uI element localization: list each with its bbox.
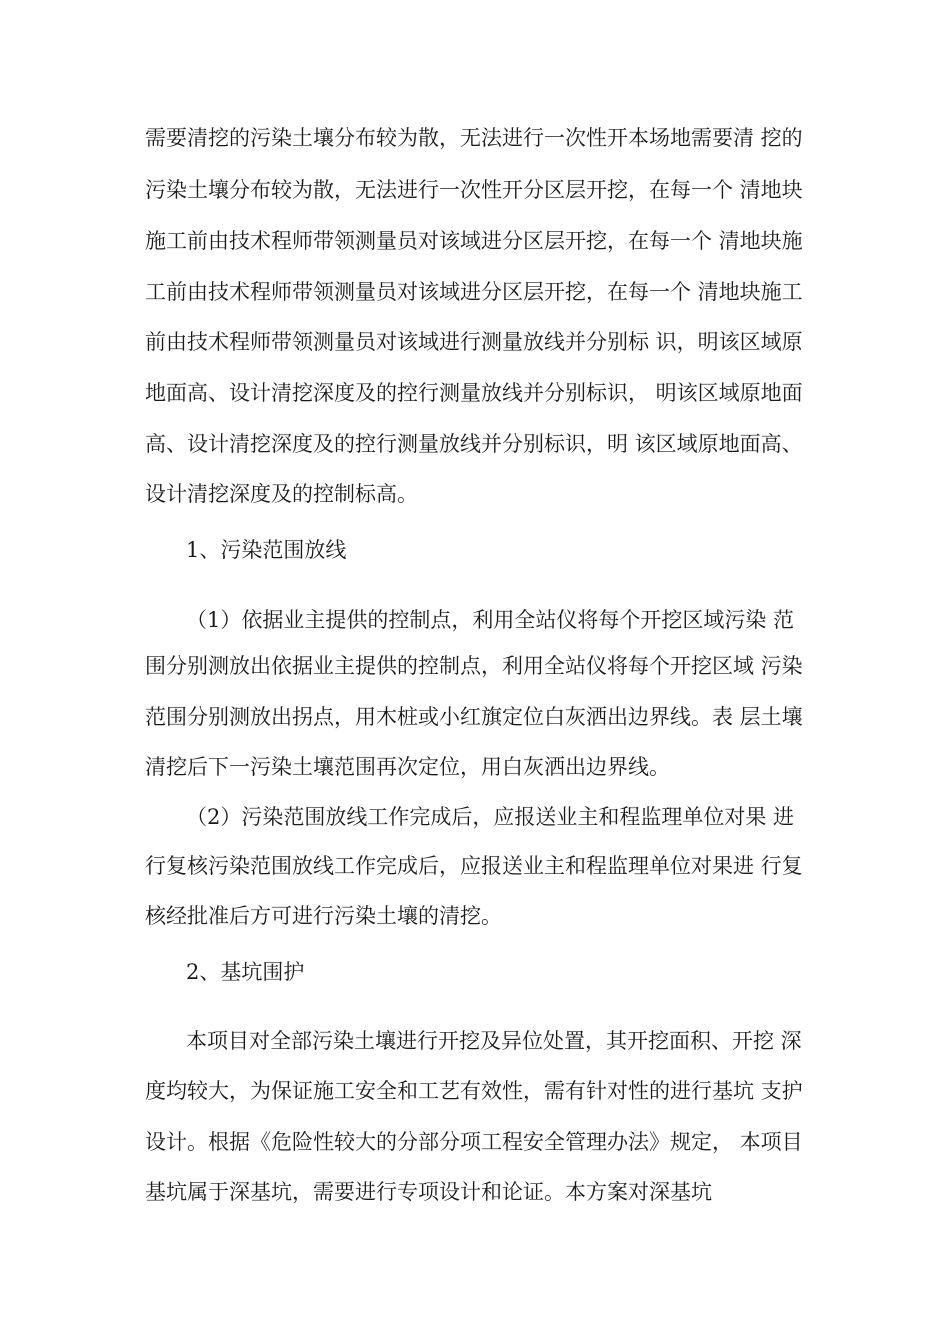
paragraph-1-line-7: 高、设计清挖深度及的控行测量放线并分别标识，明 该区域原地面高、 [145, 432, 803, 456]
paragraph-1-line-2: 污染土壤分布较为散，无法进行一次性开分区层开挖，在每一个 清地块 [145, 178, 803, 202]
paragraph-4-line-1: 本项目对全部污染土壤进行开挖及异位处置，其开挖面积、开挖 深 [186, 1029, 802, 1053]
section-heading-2: 2、基坑围护 [186, 960, 305, 984]
paragraph-1-line-8: 设计清挖深度及的控制标高。 [145, 482, 418, 506]
paragraph-4-line-4: 基坑属于深基坑，需要进行专项设计和论证。本方案对深基坑 [145, 1180, 712, 1204]
paragraph-3-line-1: （2）污染范围放线工作完成后，应报送业主和程监理单位对果 进 [186, 805, 795, 829]
paragraph-4-line-3: 设计。根据《危险性较大的分部分项工程安全管理办法》规定， 本项目 [145, 1130, 803, 1154]
paragraph-1-line-5: 前由技术程师带领测量员对该域进行测量放线并分别标 识，明该区域原 [145, 330, 803, 354]
paragraph-2-line-2: 围分别测放出依据业主提供的控制点，利用全站仪将每个开挖区域 污染 [145, 654, 803, 678]
paragraph-3-line-2: 行复核污染范围放线工作完成后，应报送业主和程监理单位对果进 行复 [145, 854, 803, 878]
paragraph-4-line-2: 度均较大，为保证施工安全和工艺有效性，需有针对性的进行基坑 支护 [145, 1079, 803, 1103]
paragraph-1-line-1: 需要清挖的污染土壤分布较为散，无法进行一次性开本场地需要清 挖的 [145, 126, 803, 150]
paragraph-2-line-4: 清挖后下一污染土壤范围再次定位，用白灰洒出边界线。 [145, 755, 670, 779]
section-heading-1: 1、污染范围放线 [186, 538, 347, 562]
paragraph-1-line-4: 工前由技术程师带领测量员对该域进分区层开挖，在每一个 清地块施工 [145, 280, 803, 304]
paragraph-2-line-1: （1）依据业主提供的控制点，利用全站仪将每个开挖区域污染 范 [186, 608, 795, 632]
paragraph-2-line-3: 范围分别测放出拐点，用木桩或小红旗定位白灰洒出边界线。表 层土壤 [145, 705, 803, 729]
paragraph-1-line-3: 施工前由技术程师带领测量员对该域进分区层开挖，在每一个 清地块施 [145, 229, 803, 253]
paragraph-1-line-6: 地面高、设计清挖深度及的控行测量放线并分别标识， 明该区域原地面 [145, 381, 803, 405]
paragraph-3-line-3: 核经批准后方可进行污染土壤的清挖。 [145, 904, 502, 928]
